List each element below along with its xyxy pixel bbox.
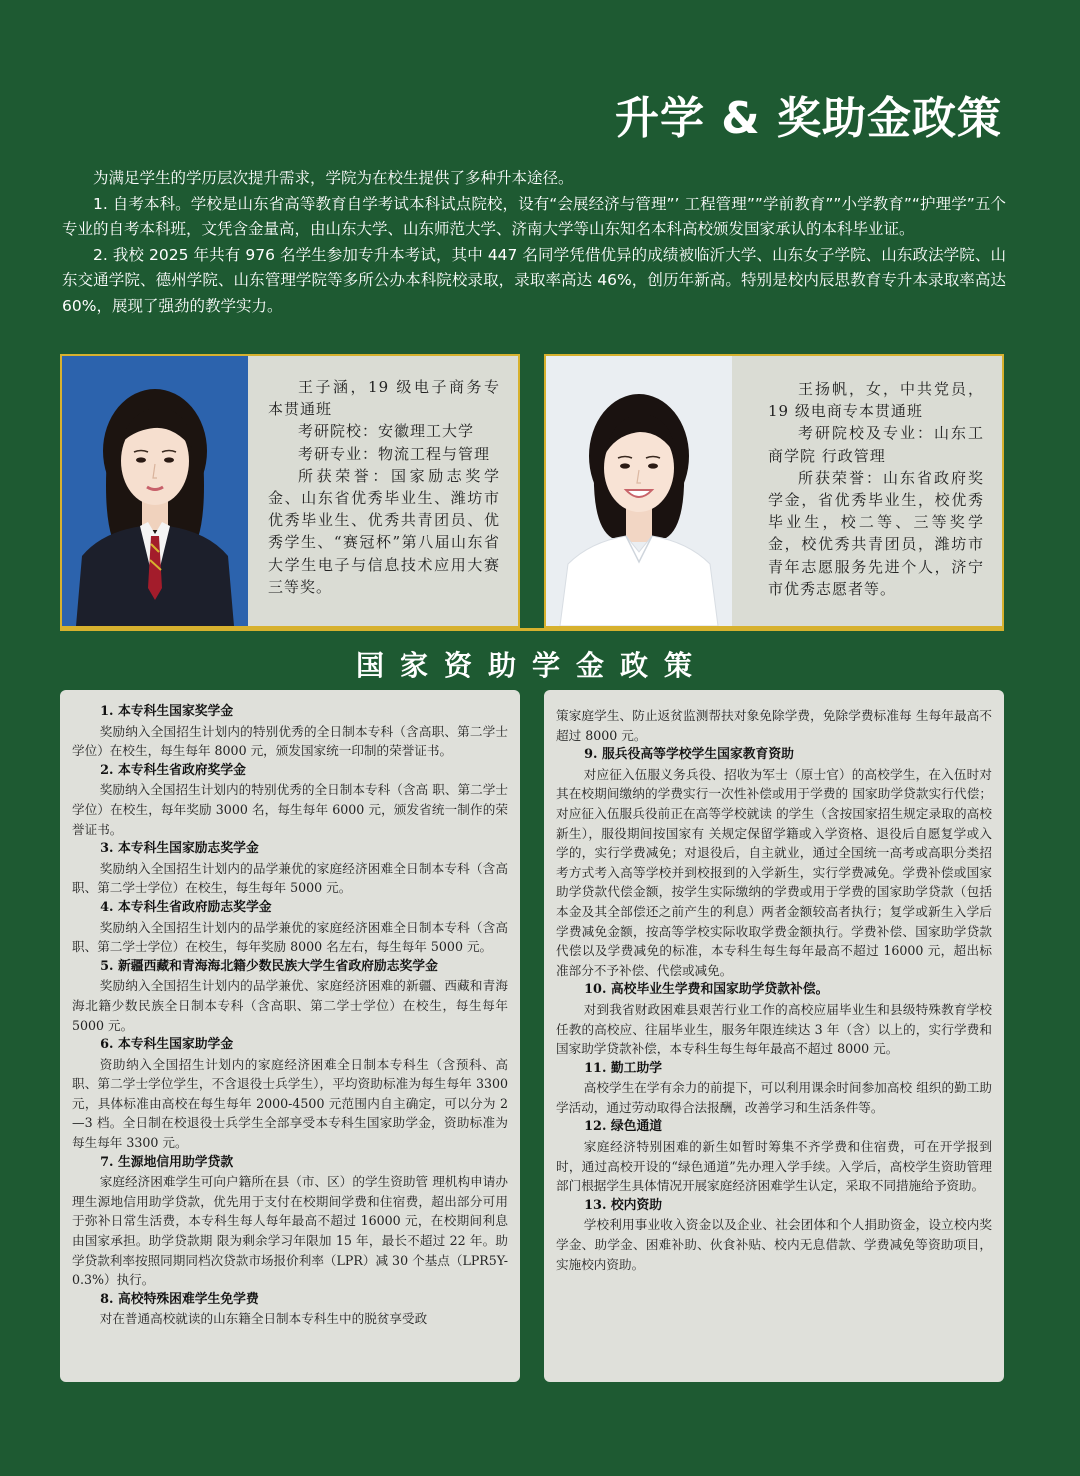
policy-text: 资助纳入全国招生计划内的家庭经济困难全日制本专科生（含预科、高职、第二学士学位学生，不含退役士兵学生），平均资助标准为每生每年 3300 元，具体标准由高校在每生每年 2000-4500 元范围内自主确定，可以分为 2—3 档。全日制在校退役士兵学生全部享受本专科生国家助学金，资助标准为每生每年 3300 元。: [72, 1056, 508, 1151]
policy-heading: 11. 勤工助学: [584, 1060, 663, 1076]
student-photo: [62, 356, 248, 626]
section-header: [60, 628, 1004, 686]
intro-paragraph: 1. 自考本科。学校是山东省高等教育自学考试本科试点院校，设有“会展经济与管理”’ 工程管理””学前教育””小学教育”“护理学”五个专业的自考本科班，文凭含金量高，由山东大学、山东师范大学、济南大学等山东知名本科高校颁发国家承认的本科毕业证。: [62, 194, 1006, 238]
page-title: 升学 & 奖助金政策: [614, 93, 1002, 144]
policy-text: 奖励纳入全国招生计划内的品学兼优的家庭经济困难全日制本专科（含高职、第二学士学位）在校生，每生每年 5000 元。: [72, 860, 508, 896]
policy-text: 学校利用事业收入资金以及企业、社会团体和个人捐助资金，设立校内奖学金、助学金、困难补助、伙食补贴、校内无息借款、学费减免等资助项目，实施校内资助。: [556, 1217, 992, 1272]
policy-heading: 13. 校内资助: [584, 1197, 663, 1213]
profile-card: [60, 354, 520, 628]
profile-card: [544, 354, 1004, 628]
profile-line: 考研专业：物流工程与管理: [298, 444, 491, 463]
policy-panel-left: [60, 690, 520, 1382]
policy-heading: 6. 本专科生国家助学金: [100, 1037, 234, 1053]
policy-heading: 5. 新疆西藏和青海海北籍少数民族大学生省政府励志奖学金: [100, 958, 438, 974]
policy-text: 对在普通高校就读的山东籍全日制本专科生中的脱贫享受政: [99, 1311, 428, 1327]
policy-text: 高校学生在学有余力的前提下，可以利用课余时间参加高校 组织的勤工助学活动，通过劳动取得合法报酬，改善学习和生活条件等。: [556, 1080, 992, 1115]
profile-line: 所获荣誉：国家励志奖学金、山东省优秀毕业生、潍坊市优秀毕业生、优秀共青团员、优秀学生、“赛冠杯”第八届山东省大学生电子与信息技术应用大赛三等奖。: [268, 466, 500, 596]
policy-text: 奖励纳入全国招生计划内的品学兼优、家庭经济困难的新疆、西藏和青海海北籍少数民族全日制本专科（含高职、第二学士学位）在校生，每生每年 5000 元。: [72, 978, 508, 1033]
policy-heading: 12. 绿色通道: [584, 1119, 663, 1135]
section-title: 国家资助学金政策: [355, 649, 708, 682]
policy-heading: 10. 高校毕业生学费和国家助学贷款补偿。: [584, 982, 829, 998]
policy-heading: 9. 服兵役高等学校学生国家教育资助: [584, 747, 794, 763]
policy-text: 策家庭学生、防止返贫监测帮扶对象免除学费，免除学费标准每 生每年最高不超过 8000 元。: [556, 708, 992, 743]
policy-text: 对到我省财政困难县艰苦行业工作的高校应届毕业生和县级特殊教育学校任教的高校应、往届毕业生，服务年限连续达 3 年（含）以上的，实行学费和国家助学贷款补偿，本专科生每生每年最高不超过 8000 元。: [556, 1001, 992, 1057]
policy-text: 奖励纳入全国招生计划内的品学兼优的家庭经济困难全日制本专科（含高职、第二学士学位）在校生，每年奖励 8000 名左右，每生每年 5000 元。: [72, 919, 508, 955]
intro-paragraph: 为满足学生的学历层次提升需求，学院为在校生提供了多种升本途径。: [93, 169, 574, 187]
policy-heading: 4. 本专科生省政府励志奖学金: [100, 899, 272, 915]
intro-paragraph: 2. 我校 2025 年共有 976 名学生参加专升本考试，其中 447 名同学凭借优异的成绩被临沂大学、山东女子学院、山东政法学院、山东交通学院、德州学院、山东管理学院等多所公办本科院校录取，录取率高达 46%，创历年新高。特别是校内辰思教育专升本录取率高达 60%，展现了强劲的教学实力。: [62, 245, 1006, 315]
intro-text: [62, 166, 1006, 319]
policy-heading: 2. 本专科生省政府奖学金: [100, 762, 246, 778]
policy-text: 对应征入伍服义务兵役、招收为军士（原士官）的高校学生，在入伍时对其在校期间缴纳的学费实行一次性补偿或用于学费的 国家助学贷款实行代偿；对应征入伍服兵役前正在高等学校就读 的学生（含按国家招生规定录取的高校新生），服役期间按国家有 关规定保留学籍或入学资格、退役后自愿复学或入学的，实行学费减免；对退役后，自主就业，通过全国统一高考或高职分类招考方式考入高等学校并到校报到的入学新生，实行学费减免。学费补偿或国家助学贷款代偿金额，按学生实际缴纳的学费或用于学费的国家助学贷款（包括本金及其全部偿还之前产生的利息）两者金额较高者执行；复学或新生入学后学费减免金额，按高等学校实际收取学费金额执行。学费补偿、国家助学贷款代偿以及学费减免的标准，本专科生每生每年最高不超过 16000 元，超出标准部分不予补偿、代偿或减免。: [556, 766, 992, 978]
section-divider: [60, 628, 1004, 631]
profile-text: [768, 378, 984, 600]
policy-text: 奖励纳入全国招生计划内的特别优秀的全日制本专科（含高 职、第二学士学位）在校生，每年奖励 3000 名，每生每年 6000 元，颁发省统一制作的荣誉证书。: [72, 782, 508, 837]
profile-text: [268, 376, 500, 598]
profile-line: 王子涵，19 级电子商务专本贯通班: [268, 378, 500, 419]
policy-text: 家庭经济困难学生可向户籍所在县（市、区）的学生资助管 理机构申请办理生源地信用助学贷款，优先用于支付在校期间学费和住宿费，超出部分可用于弥补日常生活费，本专科生每人每年最高不超过 16000 元，在校期间利息由国家承担。助学贷款期 限为剩余学习年限加 15 年，最长不超过 22 年。助学贷款利率按照同期同档次贷款市场报价利率（LPR）减 30 个基点（LPR5Y-0.3%）执行。: [72, 1174, 508, 1288]
profile-line: 考研院校：安徽理工大学: [298, 422, 475, 441]
policy-heading: 1. 本专科生国家奖学金: [100, 704, 234, 719]
profile-line: 王扬帆，女，中共党员，19 级电商专本贯通班: [768, 380, 984, 421]
policy-text: 奖励纳入全国招生计划内的特别优秀的全日制本专科（含高职、第二学士学位）在校生，每生每年 8000 元，颁发国家统一印制的荣誉证书。: [72, 723, 508, 759]
policy-heading: 7. 生源地信用助学贷款: [100, 1154, 234, 1170]
student-photo: [546, 356, 732, 626]
policy-text: 家庭经济特别困难的新生如暂时筹集不齐学费和住宿费，可在开学报到时，通过高校开设的“绿色通道”先办理入学手续。入学后，高校学生资助管理部门根据学生具体情况开展家庭经济困难学生认定，采取不同措施给予资助。: [556, 1139, 992, 1194]
profile-line: 所获荣誉：山东省政府奖学金，省优秀毕业生，校优秀毕业生，校二等、三等奖学金，校优秀共青团员，潍坊市青年志愿服务先进个人，济宁市优秀志愿者等。: [768, 468, 984, 598]
profile-line: 考研院校及专业：山东工商学院 行政管理: [768, 424, 984, 465]
policy-heading: 8. 高校特殊困难学生免学费: [100, 1291, 259, 1307]
policy-heading: 3. 本专科生国家励志奖学金: [100, 841, 259, 857]
policy-panel-right: [544, 690, 1004, 1382]
